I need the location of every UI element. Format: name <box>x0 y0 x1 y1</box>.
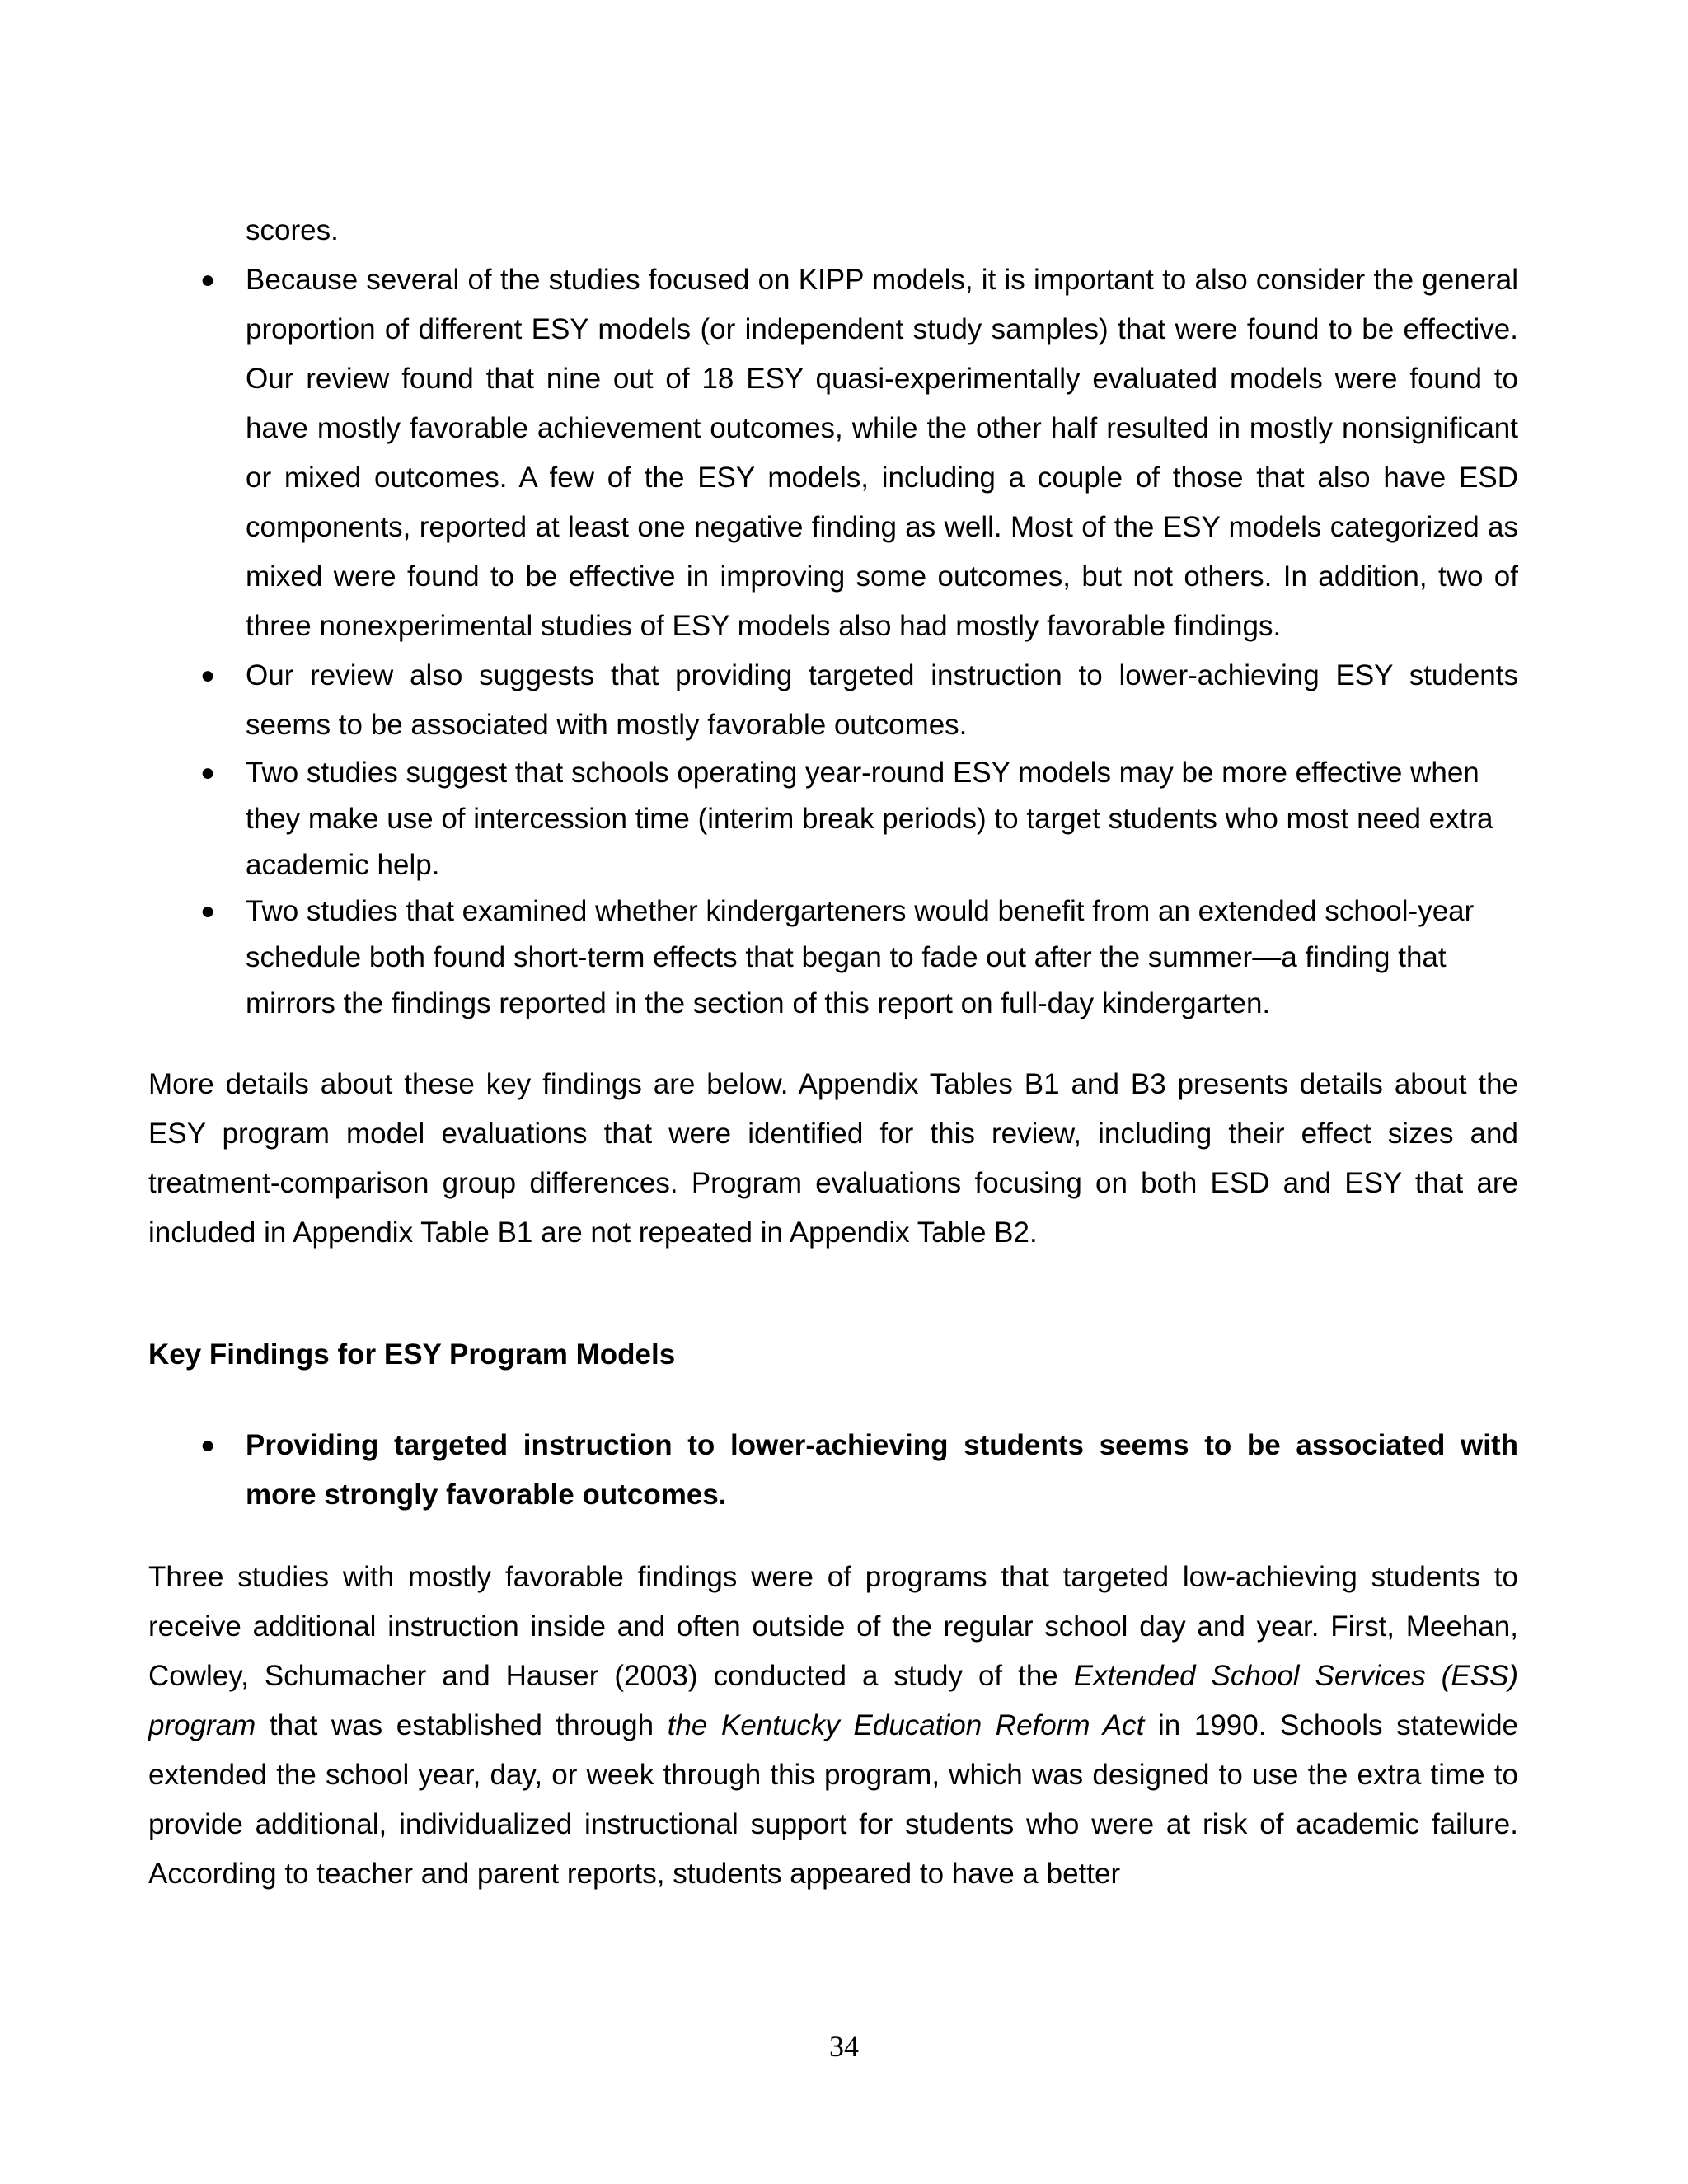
bullet-icon: ● <box>199 1432 216 1459</box>
list-item <box>148 651 1518 750</box>
act-name-italic: the Kentucky Education Reform Act <box>667 1709 1145 1741</box>
list-item-text: Two studies suggest that schools operating year-round ESY models may be more effective when they make use of intercession time (interim break periods) to target students who most need extra academic help. <box>246 757 1493 881</box>
list-item <box>148 255 1518 651</box>
details-paragraph: More details about these key findings are below. Appendix Tables B1 and B3 presents details about the ESY program model evaluations that were identified for this review, including their effect sizes and treatment-comparison group differences. Program evaluations focusing on both ESD and ESY that are included in Appendix Table B1 are not repeated in Appendix Table B2. <box>148 1068 1518 1249</box>
list-item-text: Two studies that examined whether kindergarteners would benefit from an extended school-year schedule both found short-term effects that began to fade out after the summer—a finding that mirrors the findings reported in the section of this report on full-day kindergarten. <box>246 895 1475 1019</box>
spacer <box>148 1258 1518 1330</box>
key-finding-text: Providing targeted instruction to lower-achieving students seems to be associated with more strongly favorable outcomes. <box>246 1429 1518 1511</box>
summary-bullet-list <box>148 255 1518 1027</box>
spacer <box>148 1380 1518 1421</box>
bullet-icon: ● <box>199 898 216 925</box>
list-item-text: Because several of the studies focused on KIPP models, it is important to also consider the general proportion of different ESY models (or independent study samples) that were found to be effective. Our review found that nine out of 18 ESY quasi-experimentally evaluated models were found to have mostly favorable achievement outcomes, while the other half resulted in mostly nonsignificant or mixed outcomes. A few of the ESY models, including a couple of those that also have ESD components, reported at least one negative finding as well. Most of the ESY models categorized as mixed were found to be effective in improving some outcomes, but not others. In addition, two of three nonexperimental studies of ESY models also had mostly favorable findings. <box>246 264 1518 642</box>
page-content <box>148 206 1518 1899</box>
bullet-icon: ● <box>199 759 216 786</box>
spacer <box>148 1027 1518 1060</box>
page-number: 34 <box>829 2030 859 2063</box>
final-paragraph-text-1: Three studies with mostly favorable findings were of programs that targeted low-achieving students to receive additional instruction inside and often outside of the regular school day and year. First, Meehan, Cowley, Schumacher and Hauser (2003) conducted a study of the <box>148 1561 1518 1692</box>
bullet-icon: ● <box>199 266 216 293</box>
list-item <box>148 888 1518 1027</box>
final-paragraph <box>148 1553 1518 1899</box>
list-item-text: Our review also suggests that providing targeted instruction to lower-achieving ESY students seems to be associated with mostly favorable outcomes. <box>246 659 1518 741</box>
continuation-text: scores. <box>246 214 339 246</box>
key-finding-list <box>148 1421 1518 1520</box>
section-heading: Key Findings for ESY Program Models <box>148 1338 676 1371</box>
program-name-italic: Extended School Services (ESS) program <box>148 1660 1519 1741</box>
spacer <box>148 1520 1518 1553</box>
key-finding-item <box>148 1421 1518 1520</box>
list-item <box>148 750 1518 888</box>
bullet-icon: ● <box>199 662 216 689</box>
final-paragraph-text-3: in 1990. Schools statewide extended the school year, day, or week through this program, which was designed to use the extra time to provide additional, individualized instructional support for students who were at risk of academic failure. According to teacher and parent reports, students appeared to have a better <box>148 1709 1519 1890</box>
final-paragraph-text-2: that was established through <box>256 1709 668 1741</box>
